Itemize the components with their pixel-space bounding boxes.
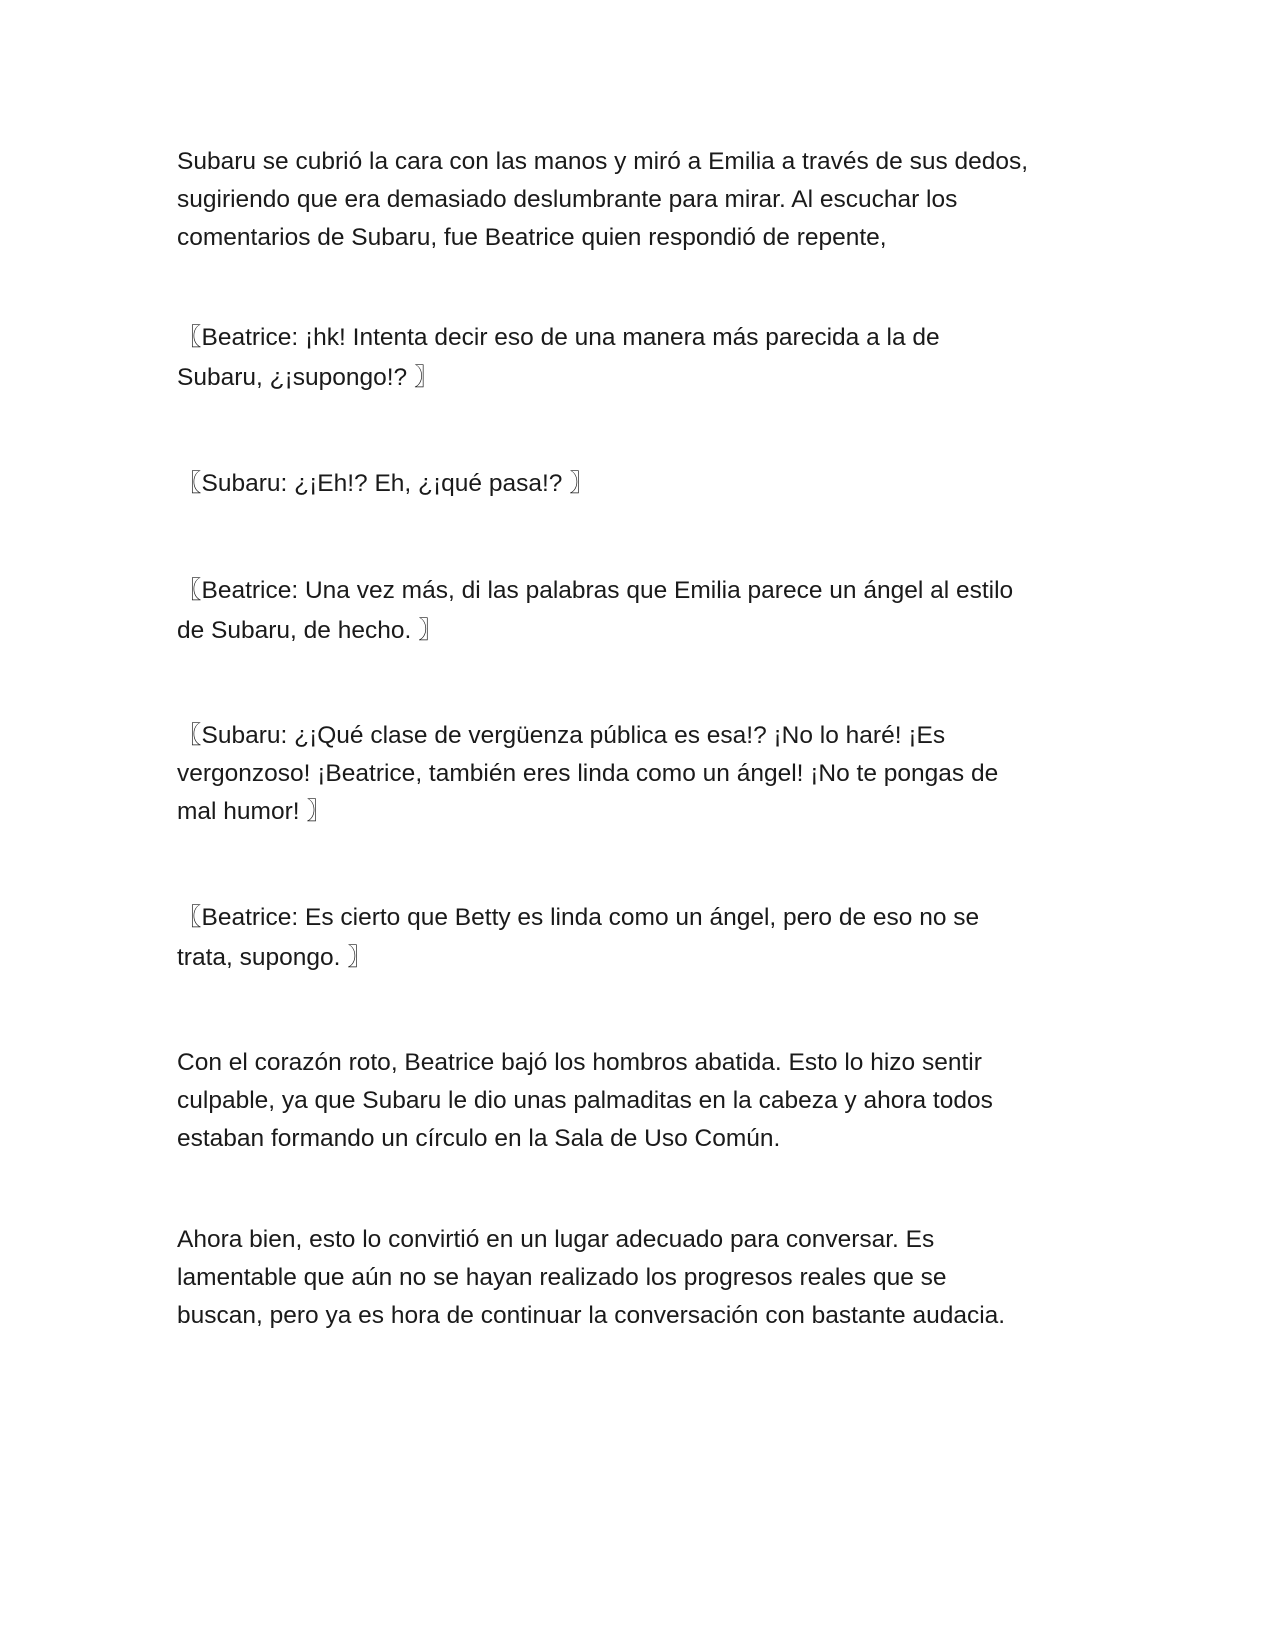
dialogue-beatrice-2 [177, 571, 1097, 651]
dialogue-subaru-2 [177, 717, 1097, 831]
text-line: buscan, pero ya es hora de continuar la conversación con bastante audacia. [177, 1302, 1006, 1329]
dialogue-beatrice-1 [177, 318, 1097, 398]
text-line: de Subaru, de hecho. 〗 [177, 617, 443, 644]
text-line: 〖Beatrice: ¡hk! Intenta decir eso de una manera más parecida a la de [177, 324, 940, 351]
text-line: lamentable que aún no se hayan realizado los progresos reales que se [177, 1264, 947, 1291]
text-line: Ahora bien, esto lo convirtió en un lugar adecuado para conversar. Es [177, 1226, 935, 1253]
narration-paragraph-3 [177, 1221, 1097, 1335]
text-line: Subaru, ¿¡supongo!? 〗 [177, 364, 439, 391]
text-line: 〖Subaru: ¿¡Qué clase de vergüenza pública es esa!? ¡No lo haré! ¡Es [177, 722, 946, 749]
dialogue-subaru-1 [177, 464, 1097, 504]
dialogue-beatrice-3 [177, 898, 1097, 978]
narration-paragraph-1 [177, 143, 1097, 257]
text-line: sugiriendo que era demasiado deslumbrante para mirar. Al escuchar los [177, 186, 958, 213]
text-line: comentarios de Subaru, fue Beatrice quien respondió de repente, [177, 224, 887, 251]
text-line: 〖Beatrice: Es cierto que Betty es linda como un ángel, pero de eso no se [177, 904, 980, 931]
text-line: vergonzoso! ¡Beatrice, también eres linda como un ángel! ¡No te pongas de [177, 760, 999, 787]
text-line: trata, supongo. 〗 [177, 944, 372, 971]
text-line: estaban formando un círculo en la Sala de Uso Común. [177, 1125, 781, 1152]
text-line: 〖Subaru: ¿¡Eh!? Eh, ¿¡qué pasa!? 〗 [177, 470, 594, 497]
narration-paragraph-2 [177, 1044, 1097, 1158]
text-line: culpable, ya que Subaru le dio unas palmaditas en la cabeza y ahora todos [177, 1087, 993, 1114]
text-line: Con el corazón roto, Beatrice bajó los hombros abatida. Esto lo hizo sentir [177, 1049, 982, 1076]
text-line: Subaru se cubrió la cara con las manos y miró a Emilia a través de sus dedos, [177, 148, 1029, 175]
text-line: 〖Beatrice: Una vez más, di las palabras que Emilia parece un ángel al estilo [177, 577, 1014, 604]
text-line: mal humor! 〗 [177, 798, 331, 825]
